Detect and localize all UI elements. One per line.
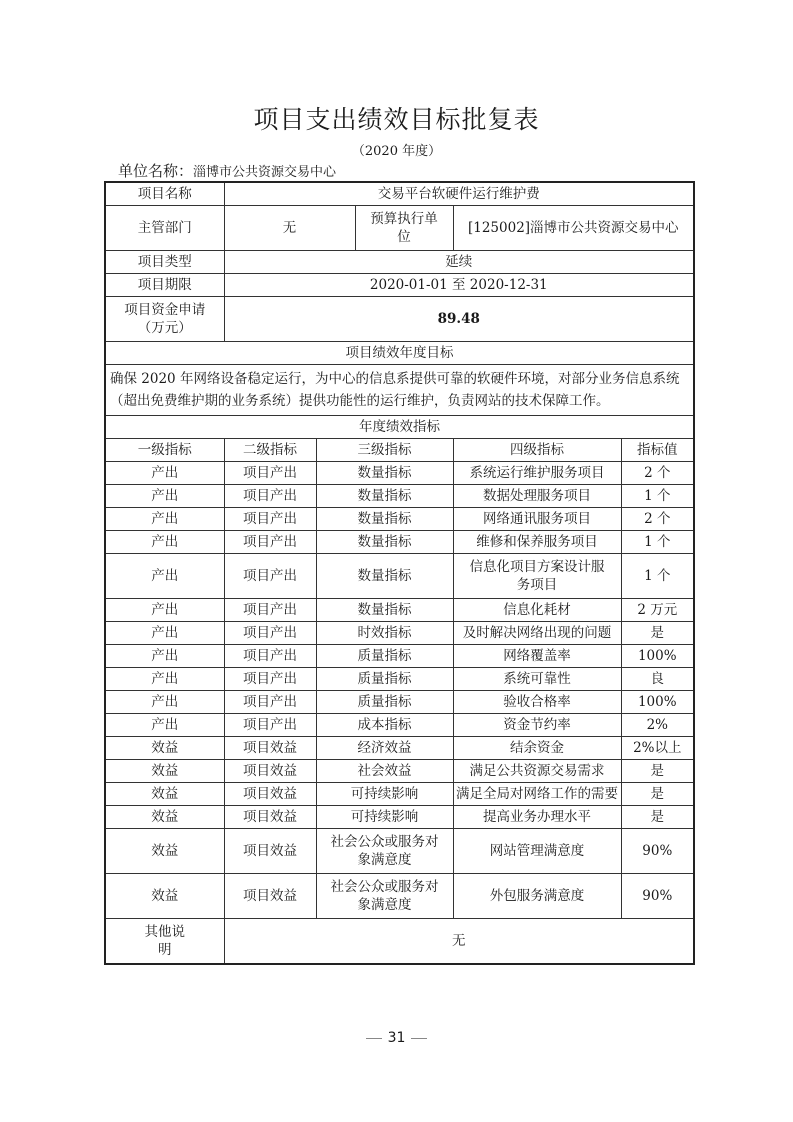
level2-cell: 项目产出: [224, 599, 316, 622]
value-cell: 是: [621, 806, 694, 829]
level1-cell: 效益: [105, 806, 224, 829]
level4-cell: 网站管理满意度: [453, 829, 621, 874]
indicator-row: [105, 874, 694, 919]
level4-cell: 信息化耗材: [453, 599, 621, 622]
level1-cell: 产出: [105, 691, 224, 714]
indicator-row: [105, 806, 694, 829]
indicator-row: [105, 668, 694, 691]
indicator-row: [105, 622, 694, 645]
level3-cell: 数量指标: [316, 485, 453, 508]
level1-cell: 产出: [105, 554, 224, 599]
value-cell: 90%: [621, 829, 694, 874]
goal-text: 确保 2020 年网络设备稳定运行，为中心的信息系提供可靠的软硬件环境，对部分业务信息系统（超出免费维护期的业务系统）提供功能性的运行维护，负责网站的技术保障工作。: [105, 365, 694, 416]
indicator-row: [105, 485, 694, 508]
level3-cell: 经济效益: [316, 737, 453, 760]
level2-cell: 项目效益: [224, 737, 316, 760]
row-project-name: [105, 182, 694, 206]
value-cell: 100%: [621, 645, 694, 668]
level1-cell: 产出: [105, 508, 224, 531]
level3-cell: 数量指标: [316, 462, 453, 485]
column-header: 四级指标: [453, 439, 621, 462]
level1-cell: 产出: [105, 462, 224, 485]
level4-cell: 验收合格率: [453, 691, 621, 714]
value-cell: 1 个: [621, 554, 694, 599]
value-cell: 是: [621, 760, 694, 783]
funds-value: 89.48: [224, 297, 694, 342]
level2-cell: 项目产出: [224, 531, 316, 554]
page-number: 31: [387, 1030, 406, 1046]
row-funds: [105, 297, 694, 342]
indicator-row: [105, 645, 694, 668]
level4-cell: 系统可靠性: [453, 668, 621, 691]
page-footer: [0, 1030, 793, 1046]
column-header: 一级指标: [105, 439, 224, 462]
funds-label: 项目资金申请（万元）: [105, 297, 224, 342]
unit-name-value: 淄博市公共资源交易中心: [193, 165, 337, 180]
column-header: 指标值: [621, 439, 694, 462]
level2-cell: 项目产出: [224, 645, 316, 668]
indicator-row: [105, 783, 694, 806]
level4-cell: 维修和保养服务项目: [453, 531, 621, 554]
level2-cell: 项目产出: [224, 691, 316, 714]
dept-value: 无: [224, 206, 355, 251]
level4-cell: 网络通讯服务项目: [453, 508, 621, 531]
other-label: 其他说明: [105, 919, 224, 965]
level4-cell: 及时解决网络出现的问题: [453, 622, 621, 645]
value-cell: 2%以上: [621, 737, 694, 760]
period-value: 2020-01-01 至 2020-12-31: [224, 274, 694, 297]
indicators-heading: 年度绩效指标: [105, 416, 694, 439]
level3-cell: 数量指标: [316, 531, 453, 554]
level1-cell: 产出: [105, 531, 224, 554]
level2-cell: 项目效益: [224, 783, 316, 806]
level1-cell: 效益: [105, 874, 224, 919]
indicator-row: [105, 599, 694, 622]
unit-name-label: 单位名称：: [118, 162, 194, 180]
level3-cell: 社会公众或服务对象满意度: [316, 874, 453, 919]
value-cell: 2%: [621, 714, 694, 737]
value-cell: 1 个: [621, 531, 694, 554]
value-cell: 是: [621, 622, 694, 645]
indicator-row: [105, 829, 694, 874]
indicator-row: [105, 691, 694, 714]
row-type: [105, 251, 694, 274]
dash-left: [366, 1038, 382, 1039]
level1-cell: 效益: [105, 783, 224, 806]
level4-cell: 资金节约率: [453, 714, 621, 737]
indicator-row: [105, 554, 694, 599]
indicator-row: [105, 760, 694, 783]
level3-cell: 成本指标: [316, 714, 453, 737]
level4-cell: 系统运行维护服务项目: [453, 462, 621, 485]
level2-cell: 项目产出: [224, 668, 316, 691]
dash-right: [411, 1038, 427, 1039]
unit-name: [118, 160, 336, 181]
goal-heading: 项目绩效年度目标: [105, 342, 694, 365]
row-dept: [105, 206, 694, 251]
type-label: 项目类型: [105, 251, 224, 274]
level1-cell: 效益: [105, 829, 224, 874]
level3-cell: 可持续影响: [316, 783, 453, 806]
value-cell: 良: [621, 668, 694, 691]
exec-unit-value: [125002]淄博市公共资源交易中心: [453, 206, 694, 251]
indicator-row: [105, 508, 694, 531]
value-cell: 是: [621, 783, 694, 806]
indicators-header-row: [105, 439, 694, 462]
dept-label: 主管部门: [105, 206, 224, 251]
indicator-row: [105, 462, 694, 485]
other-value: 无: [224, 919, 694, 965]
project-name-label: 项目名称: [105, 182, 224, 206]
column-header: 三级指标: [316, 439, 453, 462]
level3-cell: 社会公众或服务对象满意度: [316, 829, 453, 874]
level4-cell: 满足公共资源交易需求: [453, 760, 621, 783]
page-title: 项目支出绩效目标批复表: [253, 105, 540, 134]
level1-cell: 产出: [105, 599, 224, 622]
row-indicators-heading: [105, 416, 694, 439]
level3-cell: 数量指标: [316, 599, 453, 622]
year-subtitle: （2020 年度）: [351, 144, 442, 159]
value-cell: 100%: [621, 691, 694, 714]
level2-cell: 项目效益: [224, 806, 316, 829]
level1-cell: 产出: [105, 645, 224, 668]
level3-cell: 数量指标: [316, 508, 453, 531]
level1-cell: 产出: [105, 622, 224, 645]
level4-cell: 满足全局对网络工作的需要: [453, 783, 621, 806]
value-cell: 90%: [621, 874, 694, 919]
indicator-row: [105, 531, 694, 554]
exec-unit-label: 预算执行单位: [355, 206, 453, 251]
level2-cell: 项目产出: [224, 508, 316, 531]
row-other: [105, 919, 694, 965]
level1-cell: 产出: [105, 485, 224, 508]
value-cell: 2 个: [621, 508, 694, 531]
indicator-row: [105, 714, 694, 737]
row-period: [105, 274, 694, 297]
level2-cell: 项目产出: [224, 554, 316, 599]
indicator-row: [105, 737, 694, 760]
level3-cell: 质量指标: [316, 668, 453, 691]
level2-cell: 项目效益: [224, 829, 316, 874]
level2-cell: 项目产出: [224, 462, 316, 485]
level2-cell: 项目效益: [224, 874, 316, 919]
value-cell: 2 万元: [621, 599, 694, 622]
level4-cell: 结余资金: [453, 737, 621, 760]
level3-cell: 可持续影响: [316, 806, 453, 829]
level4-cell: 外包服务满意度: [453, 874, 621, 919]
level2-cell: 项目产出: [224, 622, 316, 645]
level1-cell: 产出: [105, 714, 224, 737]
row-goal-text: [105, 365, 694, 416]
level2-cell: 项目效益: [224, 760, 316, 783]
row-goal-heading: [105, 342, 694, 365]
level4-cell: 数据处理服务项目: [453, 485, 621, 508]
level3-cell: 时效指标: [316, 622, 453, 645]
level4-cell: 信息化项目方案设计服务项目: [453, 554, 621, 599]
level4-cell: 提高业务办理水平: [453, 806, 621, 829]
type-value: 延续: [224, 251, 694, 274]
level1-cell: 产出: [105, 668, 224, 691]
level3-cell: 质量指标: [316, 645, 453, 668]
level3-cell: 质量指标: [316, 691, 453, 714]
level3-cell: 数量指标: [316, 554, 453, 599]
level2-cell: 项目产出: [224, 485, 316, 508]
level2-cell: 项目产出: [224, 714, 316, 737]
level3-cell: 社会效益: [316, 760, 453, 783]
period-label: 项目期限: [105, 274, 224, 297]
project-name-value: 交易平台软硬件运行维护费: [224, 182, 694, 206]
column-header: 二级指标: [224, 439, 316, 462]
value-cell: 1 个: [621, 485, 694, 508]
level1-cell: 效益: [105, 760, 224, 783]
approval-table: [104, 181, 695, 965]
value-cell: 2 个: [621, 462, 694, 485]
level4-cell: 网络覆盖率: [453, 645, 621, 668]
level1-cell: 效益: [105, 737, 224, 760]
